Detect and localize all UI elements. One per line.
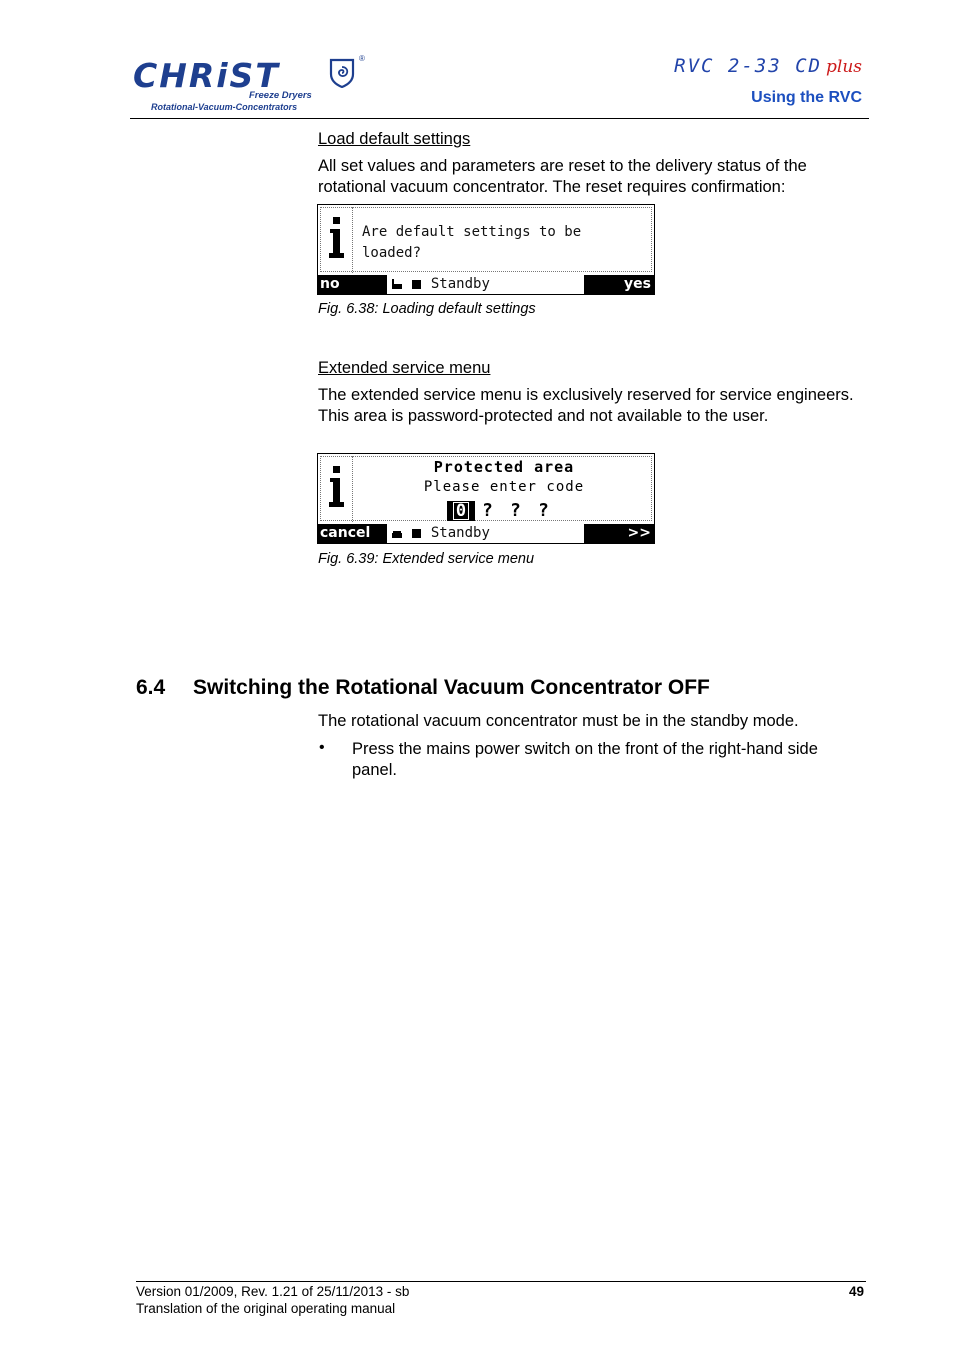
info-icon [327, 466, 345, 508]
lock-closed-icon [391, 527, 403, 539]
header-divider [130, 118, 869, 119]
lcd-screen-protected-area [317, 453, 655, 544]
logo-tagline: Freeze Dryers [249, 90, 312, 101]
softkey-yes[interactable]: yes [584, 275, 654, 294]
code-digit-3[interactable]: ? [510, 500, 521, 521]
lcd-softkey-bar [318, 275, 654, 294]
christ-logo [133, 52, 369, 114]
code-digit-selected[interactable] [447, 501, 475, 521]
model-text: RVC 2-33 CD [674, 55, 822, 77]
lcd-separator [352, 207, 353, 273]
section-intro: The rotational vacuum concentrator must be in the standby mode. [318, 712, 799, 730]
section-number: 6.4 [136, 676, 166, 699]
stop-square-icon [411, 279, 422, 290]
code-digit-value: 0 [453, 502, 469, 520]
logo-subtitle: Rotational-Vacuum-Concentrators [151, 102, 298, 112]
figure-caption-6-39: Fig. 6.39: Extended service menu [318, 551, 535, 567]
softkey-cancel[interactable]: cancel [318, 524, 387, 543]
lcd-status [391, 524, 490, 543]
logo-wordmark: CHRiST [133, 56, 280, 95]
code-digit-2[interactable]: ? [482, 500, 493, 521]
lcd-message-line2: loaded? [362, 245, 422, 261]
section-title: Switching the Rotational Vacuum Concentrator OFF [193, 676, 710, 699]
load-default-heading: Load default settings [318, 130, 471, 148]
protected-area-title: Protected area [433, 458, 575, 476]
running-section-title: Using the RVC [751, 89, 862, 106]
softkey-no[interactable]: no [318, 275, 387, 294]
lcd-message [362, 222, 581, 264]
info-icon [327, 217, 345, 259]
footer-translation-note: Translation of the original operating manual [136, 1301, 396, 1316]
bullet-marker: • [319, 739, 325, 756]
bullet-item: Press the mains power switch on the front of the right-hand side panel. [352, 740, 818, 779]
footer-divider [136, 1281, 866, 1282]
page-number: 49 [848, 1284, 864, 1299]
lcd-screen-default-settings [317, 204, 655, 295]
softkey-next[interactable]: >> [584, 524, 654, 543]
extended-service-heading: Extended service menu [318, 359, 491, 377]
lcd-separator [352, 456, 353, 522]
load-default-text: All set values and parameters are reset to the delivery status of the rotational vacuum concentrator. The reset requires confirmation: [318, 157, 807, 196]
stop-square-icon [411, 528, 422, 539]
registered-mark: ® [359, 54, 365, 63]
lcd-status [391, 275, 490, 294]
model-suffix: plus [826, 57, 862, 77]
code-digit-4[interactable]: ? [538, 500, 549, 521]
lcd-status-text: Standby [430, 525, 490, 541]
extended-service-text: The extended service menu is exclusively reserved for service engineers. This area is password-protected and not available to the user. [318, 386, 854, 425]
figure-caption-6-38: Fig. 6.38: Loading default settings [318, 301, 536, 317]
enter-code-prompt: Please enter code [423, 479, 585, 495]
model-name [674, 55, 862, 77]
lcd-message-line1: Are default settings to be [362, 224, 582, 240]
lcd-status-text: Standby [430, 276, 490, 292]
lock-open-icon [391, 278, 403, 290]
footer-version: Version 01/2009, Rev. 1.21 of 25/11/2013 - sb [136, 1284, 410, 1299]
lcd-softkey-bar [318, 524, 654, 543]
shield-spiral-icon [329, 58, 355, 88]
